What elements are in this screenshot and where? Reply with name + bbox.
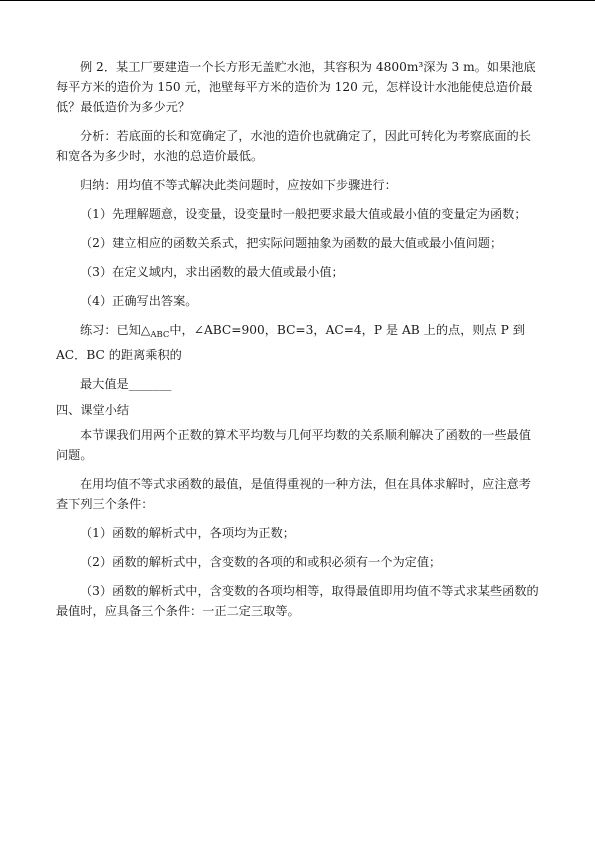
method-step-1: （1）先理解题意，设变量，设变量时一般把要求最大值或最小值的变量定为函数； [80,207,527,221]
analysis-paragraph: 分析：若底面的长和宽确定了，水池的造价也就确定了，因此可转化为考察底面的长和宽各为多少时，水池的总造价最低。 [56,129,531,163]
example-problem: 例 2．某工厂要建造一个长方形无盖贮水池，其容积为 4800m³深为 3 m。如果池底每平方米的造价为 150 元，池壁每平方米的造价为 120 元，怎样设计水池能使总造价最低？最低造价为多少元？ [56,60,536,114]
method-intro: 归纳：用均值不等式解决此类问题时，应按如下步骤进行： [80,178,397,192]
exercise-question [56,320,540,365]
exercise-answer-line: 最大值是_______ [80,377,172,391]
condition-1: （1）函数的解析式中，各项均为正数； [80,526,295,540]
method-step-2: （2）建立相应的函数关系式，把实际问题抽象为函数的最大值或最小值问题； [80,236,503,250]
condition-2: （2）函数的解析式中，含变数的各项的和或积必须有一个为定值； [80,555,442,569]
condition-3: （3）函数的解析式中，含变数的各项均相等，取得最值即用均值不等式求某些函数的最值时，应具备三个条件：一正二定三取等。 [56,584,539,618]
summary-paragraph-1: 本节课我们用两个正数的算术平均数与几何平均数的关系顺利解决了函数的一些最值问题。 [56,428,531,462]
exercise-prefix: 练习：已知△ [80,323,151,337]
top-border-line [0,0,595,1]
triangle-subscript: ABC [150,330,170,340]
method-step-3: （3）在定义域内，求出函数的最大值或最小值； [80,265,344,279]
document-page [56,57,540,621]
exercise-suffix: 中，∠ABC=900，BC=3，AC=4，P 是 AB 上的点，则点 P 到 AC．BC 的距离乘积的 [56,323,525,362]
section-heading: 四、课堂小结 [56,403,130,417]
summary-paragraph-2: 在用均值不等式求函数的最值，是值得重视的一种方法，但在具体求解时，应注意考查下列三个条件： [56,477,531,511]
method-step-4: （4）正确写出答案。 [80,294,198,308]
